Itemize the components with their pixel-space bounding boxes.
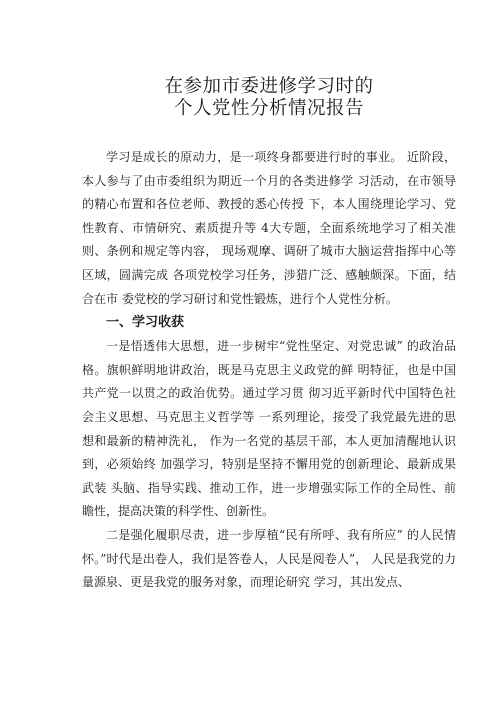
section-heading-learning-gains: 一、学习收获 (106, 315, 185, 331)
section1-paragraph-2: 二是强化履职尽责，进一步厚植“民有所呼、我有所应” 的人民情怀。”时代是出卷人，我们是答卷人，人民是阅卷人”， 人民是我党的力量源泉、更是我党的服务对象，而理论研究 学习，其出发点、 (82, 527, 456, 590)
section1-paragraph-1: 一是悟透伟大思想，进一步树牢“党性坚定、对党忠诚” 的政治品格。旗帜鲜明地讲政治，既是马克思主义政党的鲜 明特征，也是中国共产党一以贯之的政治优势。通过学习贯 彻习近平新时代中国特色社会主义思想、马克思主义哲学等 一系列理论，接受了我党最先进的思想和最新的精神洗礼， 作为一名党的基层干部，本人更加清醒地认识到，必须始终 加强学习，特别是坚持不懈用党的创新理论、最新成果武装 头脑、指导实践、推动工作，进一步增强实际工作的全局性、前瞻性，提高决策的科学性、创新性。 (82, 339, 456, 519)
intro-paragraph: 学习是成长的原动力，是一项终身都要进行时的事业。 近阶段，本人参与了由市委组织为期近一个月的各类进修学 习活动，在市领导的精心布置和各位老师、教授的悉心传授 下，本人围绕理论学习、党性教育、市情研究、素质提升等 4大专题，全面系统地学习了相关准则、条例和规定等内容， 现场观摩、调研了城市大脑运营指挥中心等区域，圆满完成 各项党校学习任务，涉猎广泛、感触颇深。下面，结合在市 委党校的学习研讨和党性锻炼，进行个人党性分析。 (82, 150, 456, 306)
title-line-1: 在参加市委进修学习时的 (164, 76, 374, 97)
title-line-2: 个人党性分析情况报告 (173, 98, 364, 119)
document-title (82, 76, 456, 120)
